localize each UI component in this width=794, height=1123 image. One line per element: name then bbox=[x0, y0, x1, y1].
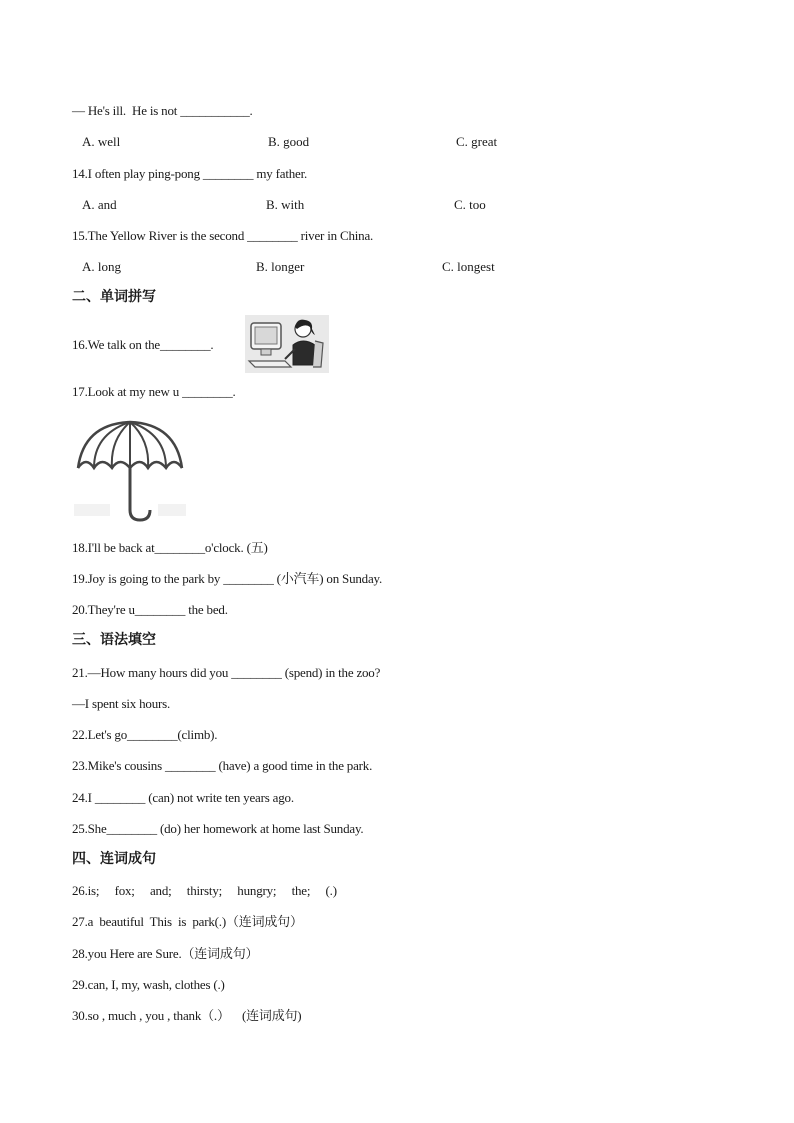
q15-option-a: A. long bbox=[82, 259, 121, 274]
q13-option-b: B. good bbox=[268, 134, 310, 149]
question-18-line: 18.I'll be back at________o'clock. (五) bbox=[72, 540, 268, 555]
computer-user-illustration bbox=[245, 315, 329, 373]
section-2-heading: 二、单词拼写 bbox=[72, 289, 156, 305]
question-25-line: 25.She________ (do) her homework at home last Sunday. bbox=[72, 821, 364, 836]
question-24-line: 24.I ________ (can) not write ten years ago. bbox=[72, 790, 294, 805]
umbrella-illustration bbox=[74, 416, 186, 526]
q13-option-c: C. great bbox=[456, 134, 498, 149]
section-3-heading: 三、语法填空 bbox=[72, 632, 156, 648]
question-16-line: 16.We talk on the________. bbox=[72, 337, 214, 352]
section-4-heading: 四、连词成句 bbox=[72, 851, 156, 867]
question-15-line: 15.The Yellow River is the second ________ river in China. bbox=[72, 228, 374, 243]
question-22-line: 22.Let's go________(climb). bbox=[72, 727, 218, 742]
question-23-line: 23.Mike's cousins ________ (have) a good time in the park. bbox=[72, 758, 373, 773]
question-19-line: 19.Joy is going to the park by ________ (小汽车) on Sunday. bbox=[72, 571, 383, 586]
question-13-line: — He's ill. He is not ___________. bbox=[72, 103, 253, 118]
q14-option-a: A. and bbox=[82, 197, 117, 212]
question-21-answer-line: —I spent six hours. bbox=[72, 696, 171, 711]
question-28-line: 28.you Here are Sure.（连词成句） bbox=[72, 946, 259, 961]
question-26-line: 26.is; fox; and; thirsty; hungry; the; (.) bbox=[72, 883, 337, 898]
question-29-line: 29.can, I, my, wash, clothes (.) bbox=[72, 977, 225, 992]
question-27-line: 27.a beautiful This is park(.)（连词成句） bbox=[72, 914, 303, 929]
question-17-line: 17.Look at my new u ________. bbox=[72, 384, 236, 399]
q14-option-c: C. too bbox=[454, 197, 486, 212]
q13-option-a: A. well bbox=[82, 134, 121, 149]
q15-option-c: C. longest bbox=[442, 259, 495, 274]
question-30-line: 30.so , much , you , thank（.） (连词成句) bbox=[72, 1008, 302, 1023]
q14-option-b: B. with bbox=[266, 197, 305, 212]
question-14-line: 14.I often play ping-pong ________ my father. bbox=[72, 166, 308, 181]
question-21-line: 21.—How many hours did you ________ (spend) in the zoo? bbox=[72, 665, 381, 680]
question-20-line: 20.They're u________ the bed. bbox=[72, 602, 228, 617]
q15-option-b: B. longer bbox=[256, 259, 305, 274]
